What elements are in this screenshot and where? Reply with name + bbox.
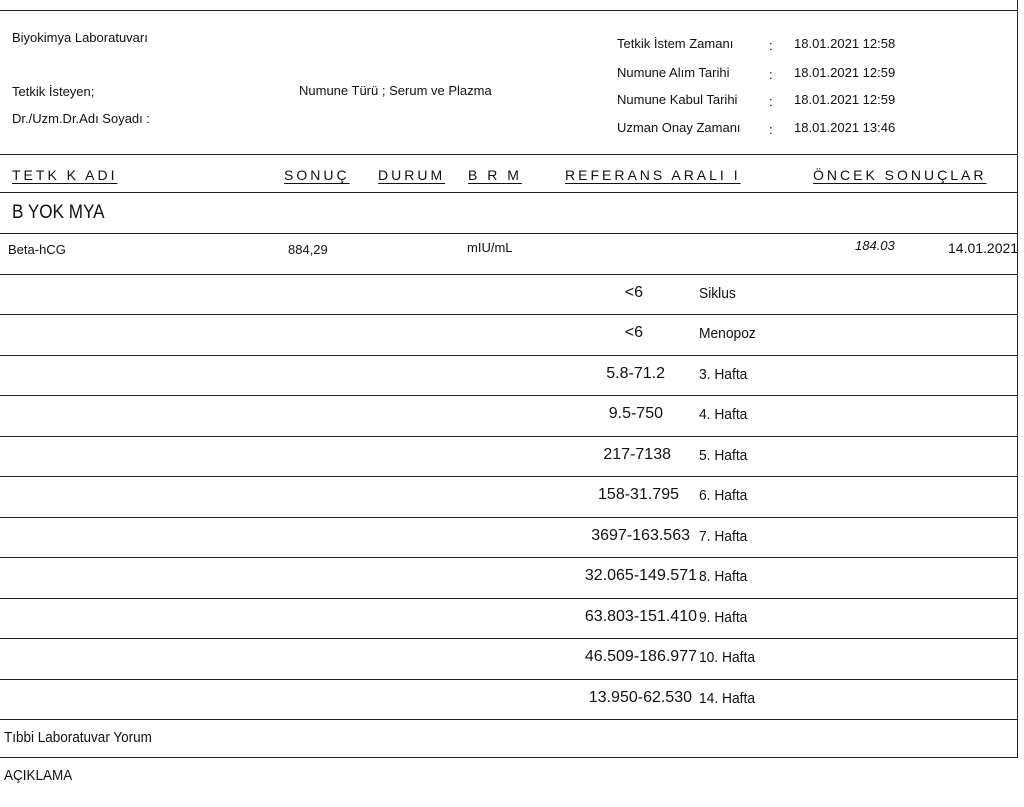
reference-label: 8. Hafta xyxy=(699,568,748,585)
reference-range: 63.803-151.410 xyxy=(584,608,697,625)
column-header-status: DURUM xyxy=(378,167,446,183)
reference-label: 4. Hafta xyxy=(699,406,748,423)
reference-range: 3697-163.563 xyxy=(591,527,690,544)
time-value: 18.01.2021 12:59 xyxy=(794,92,896,107)
doctor-label: Dr./Uzm.Dr.Adı Soyadı : xyxy=(12,111,150,126)
column-header-test-name: TETK K ADI xyxy=(12,167,118,183)
column-header-result: SONUÇ xyxy=(284,167,350,183)
reference-label: Siklus xyxy=(699,285,736,302)
test-name: Beta-hCG xyxy=(8,242,66,257)
requester-label: Tetkik İsteyen; xyxy=(12,84,95,99)
time-value: 18.01.2021 12:58 xyxy=(794,36,896,51)
sample-type-separator: ; xyxy=(381,83,386,98)
reference-label: 3. Hafta xyxy=(699,366,748,383)
lab-name: Biyokimya Laboratuvarı xyxy=(12,30,148,45)
reference-range: 13.950-62.530 xyxy=(588,689,692,706)
sample-type xyxy=(299,83,492,98)
reference-range: 9.5-750 xyxy=(608,405,663,422)
sample-type-label: Numune Türü xyxy=(299,83,379,98)
reference-range: <6 xyxy=(624,324,643,341)
time-value: 18.01.2021 13:46 xyxy=(794,120,896,135)
note-label: AÇIKLAMA xyxy=(4,767,73,784)
time-label: Numune Kabul Tarihi xyxy=(617,92,738,107)
time-label: Uzman Onay Zamanı xyxy=(617,120,741,135)
column-header-unit: B R M xyxy=(468,167,522,183)
time-label: Tetkik İstem Zamanı xyxy=(617,36,734,51)
reference-label: 7. Hafta xyxy=(699,528,748,545)
reference-range: 5.8-71.2 xyxy=(606,365,665,382)
previous-result-date: 14.01.2021 xyxy=(948,240,1019,256)
comment-label: Tıbbi Laboratuvar Yorum xyxy=(4,729,152,746)
reference-label: 5. Hafta xyxy=(699,447,748,464)
test-unit: mIU/mL xyxy=(467,240,513,255)
reference-label: 14. Hafta xyxy=(699,690,756,707)
time-label: Numune Alım Tarihi xyxy=(617,65,730,80)
reference-range: 217-7138 xyxy=(603,446,671,463)
reference-range: <6 xyxy=(624,284,643,301)
reference-label: 9. Hafta xyxy=(699,609,748,626)
section-title: B YOK MYA xyxy=(12,202,105,223)
reference-label: 10. Hafta xyxy=(699,649,756,666)
test-result: 884,29 xyxy=(288,242,328,257)
time-separator: : xyxy=(769,67,773,82)
time-separator: : xyxy=(769,38,773,53)
reference-label: Menopoz xyxy=(699,325,756,342)
reference-range: 32.065-149.571 xyxy=(584,567,697,584)
time-separator: : xyxy=(769,122,773,137)
time-value: 18.01.2021 12:59 xyxy=(794,65,896,80)
reference-range: 46.509-186.977 xyxy=(584,648,697,665)
time-separator: : xyxy=(769,94,773,109)
column-header-reference: REFERANS ARALI I xyxy=(565,167,741,183)
sample-type-value: Serum ve Plazma xyxy=(389,83,492,98)
reference-label: 6. Hafta xyxy=(699,487,748,504)
previous-result-value: 184.03 xyxy=(855,238,895,253)
reference-range: 158-31.795 xyxy=(598,486,679,503)
column-header-previous: ÖNCEK SONUÇLAR xyxy=(813,167,987,183)
